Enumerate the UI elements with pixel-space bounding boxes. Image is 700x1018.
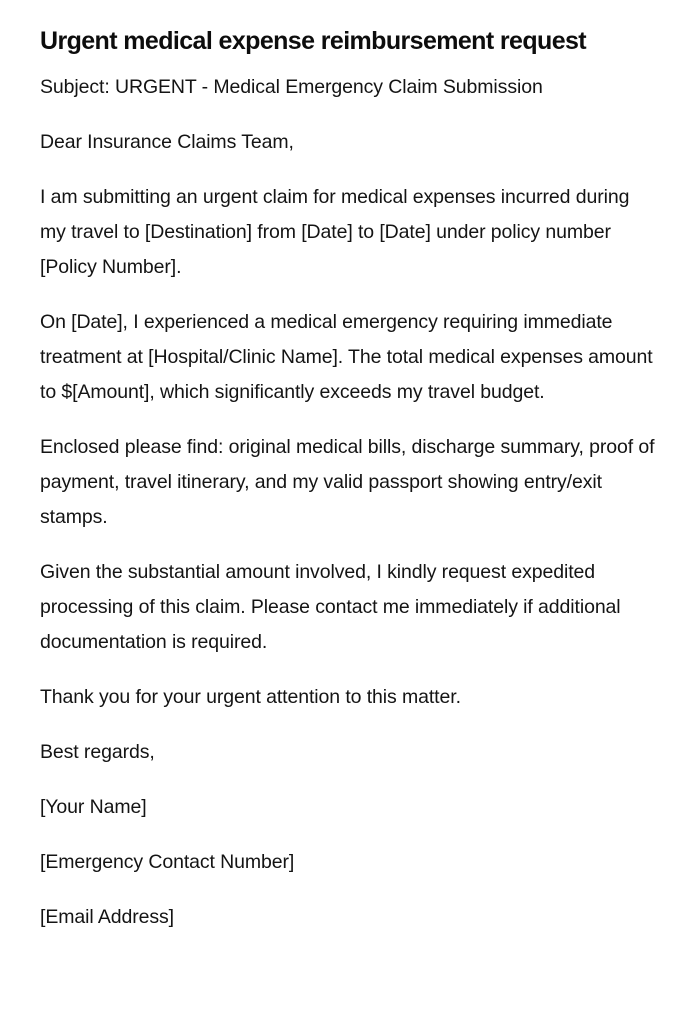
signature-phone: [Emergency Contact Number] [40, 851, 295, 873]
signature-email: [Email Address] [40, 906, 174, 928]
closing: Best regards, [40, 741, 155, 763]
salutation: Dear Insurance Claims Team, [40, 131, 294, 153]
body-paragraph-request: Given the substantial amount involved, I kindly request expedited processing of this claim. Please contact me immediately if additional documentation is required. [40, 561, 621, 653]
body-paragraph-thanks: Thank you for your urgent attention to this matter. [40, 686, 461, 708]
body-paragraph-emergency: On [Date], I experienced a medical emergency requiring immediate treatment at [Hospital/Clinic Name]. The total medical expenses amount to $[Amount], which significantly exceeds my travel budget. [40, 311, 653, 403]
body-paragraph-enclosures: Enclosed please find: original medical bills, discharge summary, proof of payment, travel itinerary, and my valid passport showing entry/exit stamps. [40, 436, 655, 528]
body-paragraph-claim: I am submitting an urgent claim for medical expenses incurred during my travel to [Destination] from [Date] to [Date] under policy number [Policy Number]. [40, 186, 630, 278]
document-title: Urgent medical expense reimbursement request [40, 27, 587, 55]
signature-name: [Your Name] [40, 796, 147, 818]
subject-line: Subject: URGENT - Medical Emergency Claim Submission [40, 76, 543, 98]
